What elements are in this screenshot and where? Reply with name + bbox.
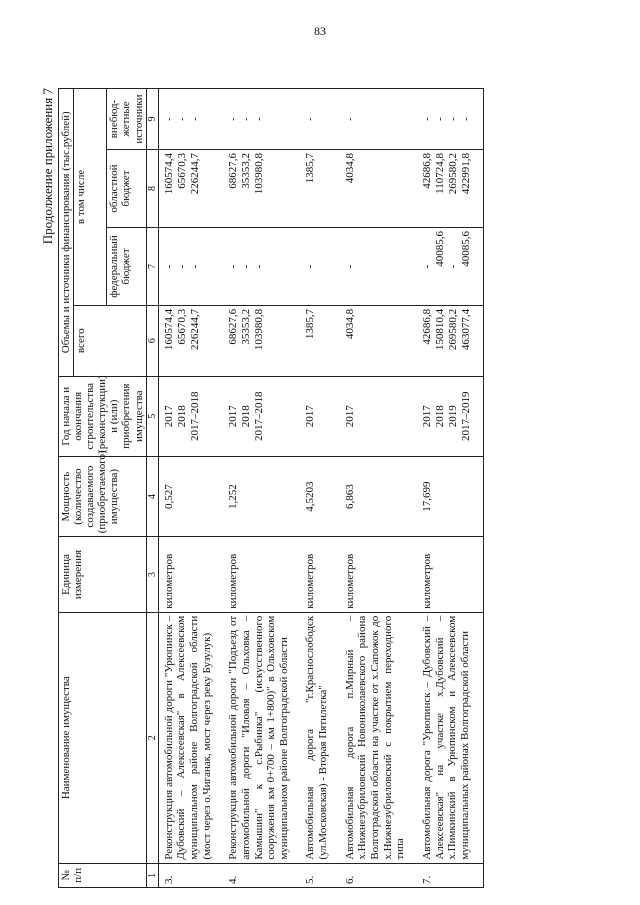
extrabudget-cell (340, 89, 417, 150)
years-value: 2017 (162, 405, 175, 428)
header-capacity: Мощность (количество создаваемого (приобретаемого) имущества) (59, 456, 147, 536)
extrabudget-value: - (240, 117, 253, 121)
property-name: Автомобильная дорога "Урюпинск – Дубовский – Алексеевская" на участке х.Дубовский – х.Пимкинский в Урюпинском и Алексеевском муниципальных районах Волгоградской области (417, 612, 484, 863)
years-value: 2018 (175, 405, 188, 428)
federal-cell (223, 227, 300, 305)
years-cell (300, 376, 339, 456)
header-name: Наименование имущества (59, 612, 147, 863)
total-value: 35353,2 (240, 308, 253, 345)
regional-value: 4034,8 (343, 153, 356, 184)
table-row (340, 89, 417, 888)
property-name: Реконструкция автомобильной дороги "Урюпинск – Дубовский – Алексеевская" в Алексеевском муниципальном районе Волгоградской области (мост через о.Чиганак, мост через реку Бузулук) (158, 612, 223, 863)
years-cell (417, 376, 484, 456)
header-including: в том числе (74, 89, 107, 306)
unit-cell: километров (300, 537, 339, 613)
property-name: Автомобильная дорога "г.Краснослободск (ул.Московская) - Вторая Пятилетка" (300, 612, 339, 863)
regional-value: 35353,2 (240, 153, 253, 189)
federal-value: - (240, 264, 253, 269)
total-value: 269580,2 (446, 308, 459, 351)
table-body (158, 89, 483, 888)
federal-value: - (343, 264, 356, 269)
regional-value: 160574,4 (162, 153, 175, 195)
regional-cell (300, 150, 339, 228)
regional-cell (417, 150, 484, 228)
extrabudget-value: - (175, 117, 188, 121)
total-cell (223, 305, 300, 376)
row-number: 7. (417, 863, 484, 887)
extrabudget-value: - (227, 117, 240, 121)
federal-value: - (304, 264, 317, 269)
col-number: 2 (146, 612, 158, 863)
federal-cell (340, 227, 417, 305)
extrabudget-value: - (343, 117, 356, 121)
years-value: 2018 (240, 405, 253, 428)
total-value: 68627,6 (227, 308, 240, 345)
capacity-cell: 0,527 (158, 456, 223, 536)
col-number: 7 (146, 227, 158, 305)
continuation-caption: Продолжение приложения 7 (40, 88, 55, 245)
extrabudget-value: - (420, 117, 433, 121)
capacity-cell: 17,699 (417, 456, 484, 536)
unit-cell: километров (158, 537, 223, 613)
regional-value: 269580,2 (446, 153, 459, 195)
extrabudget-value: - (304, 117, 317, 121)
financing-table (58, 88, 484, 888)
regional-value: 65670,3 (175, 153, 188, 189)
row-number: 4. (223, 863, 300, 887)
years-value: 2017–2019 (459, 391, 472, 441)
federal-value: 40085,6 (433, 230, 446, 267)
row-number: 5. (300, 863, 339, 887)
total-cell (417, 305, 484, 376)
rotated-table-page (40, 88, 600, 888)
total-value: 42686,8 (420, 308, 433, 345)
federal-value: 40085,6 (459, 230, 472, 267)
years-value: 2019 (446, 405, 459, 428)
regional-cell (158, 150, 223, 228)
total-value: 463077,4 (459, 308, 472, 351)
total-value: 150810,4 (433, 308, 446, 351)
header-federal: федеральный бюджет (107, 227, 146, 305)
header-years: Год начала и окончания строительства (реконструкции) и (или) приобретения имущества (59, 376, 147, 456)
federal-cell (417, 227, 484, 305)
capacity-cell: 4,5203 (300, 456, 339, 536)
federal-value: - (227, 264, 240, 269)
property-name: Реконструкция автомобильной дороги "Подъезд от автомобильной дороги "Иловля – Ольховка – Камышин" к с.Рыбинка" (искусственного сооружения км 0+700 – км 1+800)" в Ольховском муниципальном районе Волгоградской области (223, 612, 300, 863)
capacity-cell: 1,252 (223, 456, 300, 536)
col-number: 6 (146, 305, 158, 376)
extrabudget-value: - (188, 117, 201, 121)
property-name: Автомобильная дорога п.Мирный – х.Нижнезубриловский Новониколаевского района Волгоградской области на участке от х.Сапожок до х.Нижнезубриловский с покрытием переходного типа (340, 612, 417, 863)
federal-value: - (420, 264, 433, 269)
total-value: 226244,7 (188, 308, 201, 351)
total-cell (340, 305, 417, 376)
extrabudget-cell (158, 89, 223, 150)
unit-cell: километров (340, 537, 417, 613)
years-value: 2017–2018 (253, 391, 266, 441)
total-value: 4034,8 (343, 308, 356, 340)
capacity-cell: 6,863 (340, 456, 417, 536)
total-value: 160574,4 (162, 308, 175, 351)
col-number: 4 (146, 456, 158, 536)
page-number: 83 (314, 24, 326, 38)
total-value: 103980,8 (253, 308, 266, 351)
total-value: 1385,7 (304, 308, 317, 340)
years-value: 2017–2018 (188, 391, 201, 441)
federal-value: - (188, 264, 201, 269)
years-value: 2017 (420, 405, 433, 428)
years-value: 2018 (433, 405, 446, 428)
extrabudget-cell (223, 89, 300, 150)
table-row (158, 89, 223, 888)
col-number: 5 (146, 376, 158, 456)
row-number: 6. (340, 863, 417, 887)
unit-cell: километров (223, 537, 300, 613)
extrabudget-value: - (162, 117, 175, 121)
table-row (417, 89, 484, 888)
regional-value: 68627,6 (227, 153, 240, 189)
extrabudget-value: - (433, 117, 446, 121)
extrabudget-value: - (446, 117, 459, 121)
header-extrabudget: внебюд-жетные источники (107, 89, 146, 150)
federal-cell (158, 227, 223, 305)
regional-value: 422991,8 (459, 153, 472, 195)
extrabudget-cell (300, 89, 339, 150)
federal-value: - (162, 264, 175, 269)
table-row (300, 89, 339, 888)
federal-value: - (175, 264, 188, 269)
years-value: 2017 (227, 405, 240, 428)
total-value: 65670,3 (175, 308, 188, 345)
col-number: 8 (146, 150, 158, 228)
federal-cell (300, 227, 339, 305)
header-no: № п/п (59, 863, 147, 887)
regional-value: 226244,7 (188, 153, 201, 195)
col-number: 1 (146, 863, 158, 887)
federal-value: - (446, 264, 459, 269)
column-number-row (146, 89, 158, 888)
regional-value: 103980,8 (253, 153, 266, 195)
years-cell (340, 376, 417, 456)
regional-value: 42686,8 (420, 153, 433, 189)
regional-cell (223, 150, 300, 228)
years-value: 2017 (304, 405, 317, 428)
table-row (223, 89, 300, 888)
header-total: всего (74, 305, 147, 376)
row-number: 3. (158, 863, 223, 887)
years-value: 2017 (343, 405, 356, 428)
header-financing: Объемы и источники финансирования (тыс.рублей) (59, 89, 74, 377)
extrabudget-value: - (253, 117, 266, 121)
col-number: 3 (146, 537, 158, 613)
extrabudget-cell (417, 89, 484, 150)
total-cell (300, 305, 339, 376)
regional-cell (340, 150, 417, 228)
regional-value: 110724,8 (433, 153, 446, 194)
header-unit: Единица измерения (59, 537, 147, 613)
years-cell (158, 376, 223, 456)
header-regional: областной бюджет (107, 150, 146, 228)
federal-value: - (253, 264, 266, 269)
total-cell (158, 305, 223, 376)
extrabudget-value: - (459, 117, 472, 121)
col-number: 9 (146, 89, 158, 150)
unit-cell: километров (417, 537, 484, 613)
years-cell (223, 376, 300, 456)
regional-value: 1385,7 (304, 153, 317, 184)
